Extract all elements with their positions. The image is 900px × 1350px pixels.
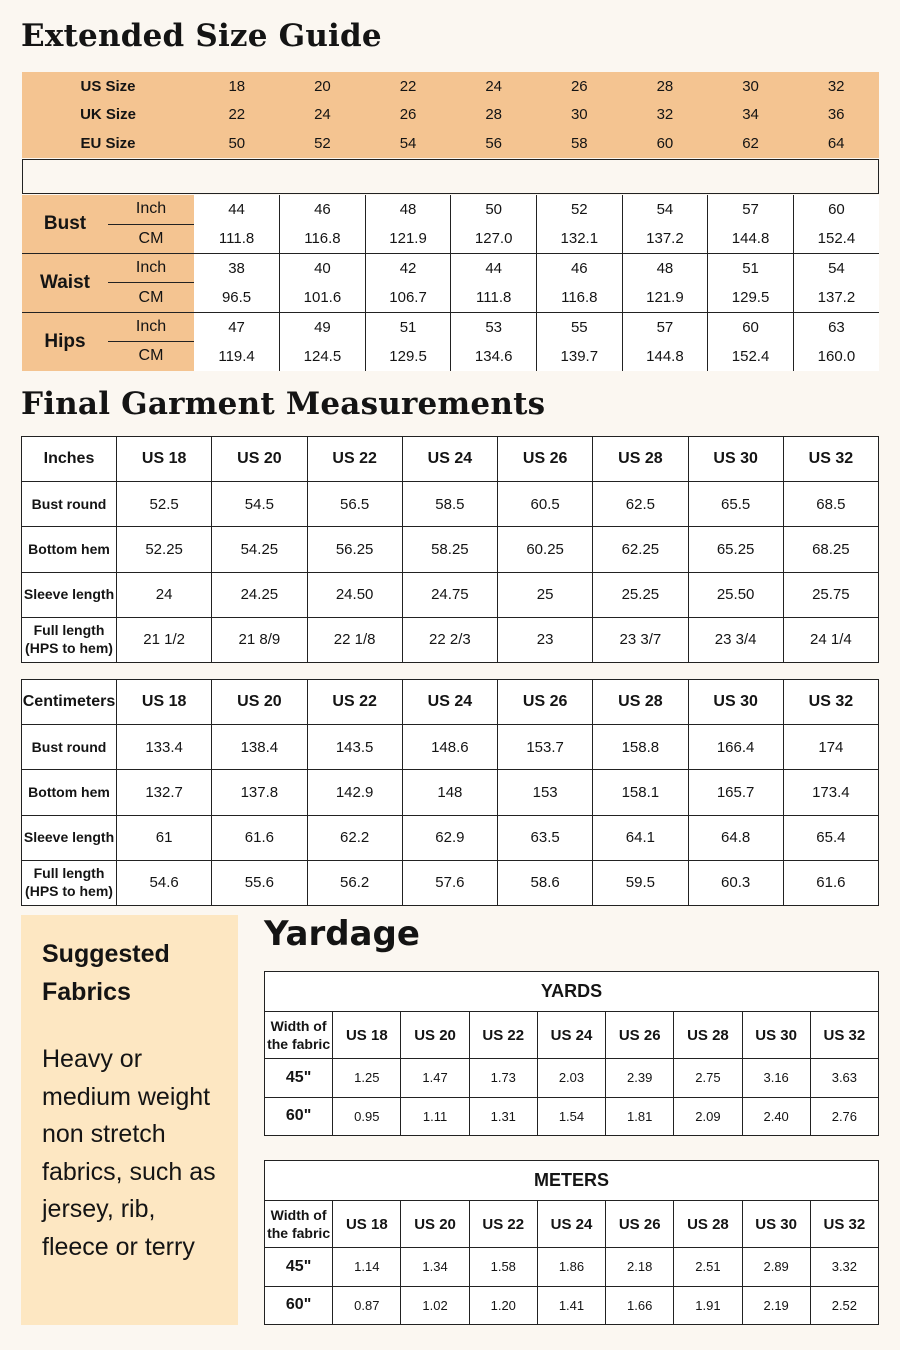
measurement-value: 137.2 xyxy=(622,224,708,253)
garment-row-label-text: Bottom hem xyxy=(28,783,110,800)
garment-value: 22 2/3 xyxy=(402,617,497,662)
unit-label-cm: CM xyxy=(108,283,194,312)
garment-row xyxy=(22,725,879,770)
yardage-size-header: US 30 xyxy=(742,1012,810,1059)
garment-size-header: US 28 xyxy=(593,437,688,482)
measurement-value: 96.5 xyxy=(194,283,280,312)
measurement-value: 106.7 xyxy=(365,283,451,312)
size-value: 30 xyxy=(570,106,588,124)
yardage-value: 1.20 xyxy=(469,1286,537,1325)
measurement-value: 55 xyxy=(537,312,623,341)
garment-value: 23 xyxy=(498,617,593,662)
garment-value: 138.4 xyxy=(212,725,307,770)
size-guide-title: Extended Size Guide xyxy=(21,18,382,54)
garment-value: 61 xyxy=(117,815,212,860)
size-row-label: EU Size xyxy=(80,135,136,153)
garment-row-label xyxy=(22,770,117,815)
yardage-size-header: US 24 xyxy=(537,1201,605,1248)
body-measurement-table xyxy=(22,195,879,371)
garment-value: 148.6 xyxy=(402,725,497,770)
garment-value: 132.7 xyxy=(117,770,212,815)
measurement-value: 160.0 xyxy=(793,341,879,370)
garment-value: 165.7 xyxy=(688,770,783,815)
garment-inches-table xyxy=(21,436,879,663)
garment-row xyxy=(22,770,879,815)
measurement-value: 44 xyxy=(194,195,280,224)
measurement-value: 60 xyxy=(793,195,879,224)
garment-row-label-text: Full length xyxy=(33,622,105,639)
yardage-value: 3.63 xyxy=(810,1059,878,1098)
yardage-caption-row xyxy=(265,1161,879,1201)
measurement-label: Waist xyxy=(22,254,108,313)
garment-size-header: US 20 xyxy=(212,680,307,725)
yardage-value: 2.52 xyxy=(810,1286,878,1325)
measurement-value: 129.5 xyxy=(365,341,451,370)
garment-value: 59.5 xyxy=(593,860,688,905)
measurement-value: 144.8 xyxy=(622,341,708,370)
yardage-value: 2.89 xyxy=(742,1248,810,1287)
yardage-size-header: US 22 xyxy=(469,1012,537,1059)
measurement-value: 48 xyxy=(365,195,451,224)
yardage-caption: YARDS xyxy=(265,972,879,1012)
size-value: 60 xyxy=(656,135,674,153)
garment-value: 24.25 xyxy=(212,572,307,617)
yardage-value: 2.03 xyxy=(537,1059,605,1098)
yardage-value: 2.19 xyxy=(742,1286,810,1325)
unit-label-inch: Inch xyxy=(108,195,194,224)
garment-row-label xyxy=(22,572,117,617)
yardage-value: 1.02 xyxy=(401,1286,469,1325)
garment-value: 58.6 xyxy=(498,860,593,905)
measurement-value: 60 xyxy=(708,312,794,341)
yardage-value: 1.73 xyxy=(469,1059,537,1098)
size-row-label: US Size xyxy=(80,77,136,95)
suggested-fabrics-title: Suggested Fabrics xyxy=(42,940,170,1006)
garment-row-label-text: Bust round xyxy=(31,495,107,512)
garment-value: 153.7 xyxy=(498,725,593,770)
yardage-value: 3.32 xyxy=(810,1248,878,1287)
yardage-fabric-width: 60" xyxy=(265,1097,333,1136)
garment-value: 62.25 xyxy=(593,527,688,572)
measurement-value: 57 xyxy=(622,312,708,341)
unit-label-cm: CM xyxy=(108,341,194,370)
garment-value: 166.4 xyxy=(688,725,783,770)
garment-value: 153 xyxy=(498,770,593,815)
size-value: 52 xyxy=(314,135,331,153)
suggested-fabrics-box xyxy=(21,915,238,1325)
measurement-value: 101.6 xyxy=(280,283,366,312)
measurement-value: 129.5 xyxy=(708,283,794,312)
measurement-value: 111.8 xyxy=(451,283,537,312)
measurement-value: 116.8 xyxy=(280,224,366,253)
garment-value: 24 xyxy=(117,572,212,617)
unit-label-cm: CM xyxy=(108,224,194,253)
garment-value: 60.3 xyxy=(688,860,783,905)
measurement-value: 53 xyxy=(451,312,537,341)
garment-value: 63.5 xyxy=(498,815,593,860)
measurement-value: 48 xyxy=(622,254,708,283)
size-value: 26 xyxy=(399,106,417,124)
measurement-value: 38 xyxy=(194,254,280,283)
size-value: 22 xyxy=(399,77,417,95)
yardage-value: 1.66 xyxy=(606,1286,674,1325)
measurement-row xyxy=(22,254,879,283)
size-value: 24 xyxy=(314,106,331,124)
yardage-size-header: US 20 xyxy=(401,1012,469,1059)
yardage-fabric-width: 45" xyxy=(265,1059,333,1098)
yardage-fabric-width: 45" xyxy=(265,1248,333,1287)
garment-value: 24.50 xyxy=(307,572,402,617)
yardage-value: 1.11 xyxy=(401,1097,469,1136)
yardage-value: 2.39 xyxy=(606,1059,674,1098)
garment-row xyxy=(22,860,879,905)
yardage-value: 1.54 xyxy=(537,1097,605,1136)
garment-value: 54.5 xyxy=(212,482,307,527)
garment-size-header: US 26 xyxy=(498,437,593,482)
garment-value: 148 xyxy=(402,770,497,815)
garment-row-label xyxy=(22,527,117,572)
garment-row-label-text: Sleeve length xyxy=(23,828,115,845)
measurement-value: 116.8 xyxy=(537,283,623,312)
measurement-value: 54 xyxy=(622,195,708,224)
measurement-value: 111.8 xyxy=(194,224,280,253)
size-value: 34 xyxy=(742,106,759,124)
garment-row xyxy=(22,815,879,860)
garment-row-label-sub: (HPS to hem) xyxy=(25,882,113,899)
yardage-value: 1.14 xyxy=(333,1248,401,1287)
garment-value: 55.6 xyxy=(212,860,307,905)
yardage-width-label-line1: Width of xyxy=(270,1017,327,1034)
yardage-header-row xyxy=(265,1012,879,1059)
garment-value: 68.25 xyxy=(783,527,878,572)
garment-value: 54.25 xyxy=(212,527,307,572)
garment-value: 54.6 xyxy=(117,860,212,905)
size-value: 36 xyxy=(827,106,845,124)
size-value: 18 xyxy=(228,77,246,95)
garment-row xyxy=(22,572,879,617)
garment-value: 23 3/4 xyxy=(688,617,783,662)
garment-value: 174 xyxy=(783,725,878,770)
measurement-value: 63 xyxy=(793,312,879,341)
yardage-fabric-width: 60" xyxy=(265,1286,333,1325)
garment-size-header: US 18 xyxy=(117,437,212,482)
yardage-value: 2.18 xyxy=(606,1248,674,1287)
yardage-width-label-line2: the fabric xyxy=(267,1225,331,1241)
yardage-size-header: US 30 xyxy=(742,1201,810,1248)
garment-row-label xyxy=(22,860,117,905)
garment-size-header: US 32 xyxy=(783,437,878,482)
garment-row xyxy=(22,527,879,572)
yardage-value: 0.95 xyxy=(333,1097,401,1136)
garment-value: 65.25 xyxy=(688,527,783,572)
measurement-value: 144.8 xyxy=(708,224,794,253)
yardage-size-header: US 22 xyxy=(469,1201,537,1248)
yardage-yards-table xyxy=(264,971,879,1136)
garment-value: 25.75 xyxy=(783,572,878,617)
garment-row-label-text: Sleeve length xyxy=(23,585,115,602)
garment-value: 65.4 xyxy=(783,815,878,860)
garment-row-label xyxy=(22,815,117,860)
measurement-value: 49 xyxy=(280,312,366,341)
garment-size-header: US 30 xyxy=(688,680,783,725)
garment-row-label xyxy=(22,482,117,527)
garment-size-header: US 26 xyxy=(498,680,593,725)
measurement-value: 52 xyxy=(537,195,623,224)
garment-header-row xyxy=(22,437,879,482)
garment-value: 62.9 xyxy=(402,815,497,860)
measurement-value: 46 xyxy=(537,254,623,283)
unit-label-inch: Inch xyxy=(108,312,194,341)
size-row xyxy=(22,72,879,101)
yardage-size-header: US 32 xyxy=(810,1201,878,1248)
garment-value: 52.5 xyxy=(117,482,212,527)
garment-value: 56.2 xyxy=(307,860,402,905)
garment-row xyxy=(22,482,879,527)
measurement-row xyxy=(22,312,879,341)
size-row-label: UK Size xyxy=(80,106,136,124)
garment-value: 158.1 xyxy=(593,770,688,815)
garment-size-header: US 20 xyxy=(212,437,307,482)
measurement-value: 132.1 xyxy=(537,224,623,253)
garment-value: 173.4 xyxy=(783,770,878,815)
garment-size-header: US 32 xyxy=(783,680,878,725)
garment-value: 25.25 xyxy=(593,572,688,617)
garment-value: 62.2 xyxy=(307,815,402,860)
size-value: 24 xyxy=(485,77,503,95)
measurement-value: 51 xyxy=(365,312,451,341)
yardage-value: 0.87 xyxy=(333,1286,401,1325)
measurement-value: 152.4 xyxy=(708,341,794,370)
garment-value: 61.6 xyxy=(783,860,878,905)
size-value: 32 xyxy=(827,77,845,95)
garment-value: 65.5 xyxy=(688,482,783,527)
garment-value: 61.6 xyxy=(212,815,307,860)
size-value: 62 xyxy=(742,135,759,153)
garment-value: 56.25 xyxy=(307,527,402,572)
yardage-value: 2.09 xyxy=(674,1097,742,1136)
garment-value: 24.75 xyxy=(402,572,497,617)
size-value: 20 xyxy=(314,77,331,95)
garment-size-header: US 22 xyxy=(307,680,402,725)
yardage-size-header: US 32 xyxy=(810,1012,878,1059)
suggested-fabrics-text: Heavy or medium weight non stretch fabrics, such as jersey, rib, fleece or terry xyxy=(42,1045,216,1261)
garment-size-header: US 22 xyxy=(307,437,402,482)
garment-value: 58.5 xyxy=(402,482,497,527)
measurement-label: Bust xyxy=(22,195,108,254)
yardage-meters-table xyxy=(264,1160,879,1325)
yardage-value: 1.86 xyxy=(537,1248,605,1287)
measurement-value: 40 xyxy=(280,254,366,283)
garment-row-label-sub: (HPS to hem) xyxy=(25,639,113,656)
yardage-value: 1.91 xyxy=(674,1286,742,1325)
garment-value: 60.25 xyxy=(498,527,593,572)
garment-value: 64.8 xyxy=(688,815,783,860)
garment-value: 22 1/8 xyxy=(307,617,402,662)
measurement-row xyxy=(22,341,879,370)
garment-row-label xyxy=(22,725,117,770)
yardage-value: 1.47 xyxy=(401,1059,469,1098)
garment-title: Final Garment Measurements xyxy=(21,386,546,422)
measurement-value: 44 xyxy=(451,254,537,283)
garment-value: 133.4 xyxy=(117,725,212,770)
yardage-value: 1.81 xyxy=(606,1097,674,1136)
garment-value: 25.50 xyxy=(688,572,783,617)
garment-value: 24 1/4 xyxy=(783,617,878,662)
measurement-value: 119.4 xyxy=(194,341,280,370)
size-row xyxy=(22,101,879,130)
measurement-value: 134.6 xyxy=(451,341,537,370)
size-value: 30 xyxy=(742,77,759,95)
measurement-value: 152.4 xyxy=(793,224,879,253)
yardage-caption: METERS xyxy=(265,1161,879,1201)
yardage-caption-row xyxy=(265,972,879,1012)
yardage-size-header: US 18 xyxy=(333,1201,401,1248)
yardage-size-header: US 20 xyxy=(401,1201,469,1248)
yardage-value: 2.76 xyxy=(810,1097,878,1136)
garment-row-label-text: Full length xyxy=(33,865,105,882)
measurement-value: 121.9 xyxy=(622,283,708,312)
yardage-width-label xyxy=(265,1012,333,1059)
garment-value: 23 3/7 xyxy=(593,617,688,662)
yardage-width-label-line1: Width of xyxy=(270,1206,327,1223)
measurement-row xyxy=(22,195,879,224)
garment-value: 56.5 xyxy=(307,482,402,527)
measurement-row xyxy=(22,224,879,253)
garment-value: 68.5 xyxy=(783,482,878,527)
measurement-label: Hips xyxy=(22,312,108,371)
yardage-size-header: US 28 xyxy=(674,1012,742,1059)
garment-size-header: US 18 xyxy=(117,680,212,725)
yardage-value: 1.31 xyxy=(469,1097,537,1136)
yardage-width-label-line2: the fabric xyxy=(267,1036,331,1052)
measurement-value: 137.2 xyxy=(793,283,879,312)
yardage-row xyxy=(265,1248,879,1287)
size-value: 64 xyxy=(827,135,845,153)
garment-row-label-text: Bottom hem xyxy=(28,540,110,557)
garment-row-label-text: Bust round xyxy=(31,738,107,755)
garment-value: 21 1/2 xyxy=(117,617,212,662)
garment-value: 62.5 xyxy=(593,482,688,527)
measurement-value: 51 xyxy=(708,254,794,283)
garment-size-header: US 28 xyxy=(593,680,688,725)
yardage-size-header: US 18 xyxy=(333,1012,401,1059)
size-value: 56 xyxy=(485,135,503,153)
garment-header-row xyxy=(22,680,879,725)
yardage-value: 2.75 xyxy=(674,1059,742,1098)
yardage-title: Yardage xyxy=(264,914,420,954)
yardage-size-header: US 26 xyxy=(606,1012,674,1059)
garment-value: 58.25 xyxy=(402,527,497,572)
measurement-value: 124.5 xyxy=(280,341,366,370)
garment-row xyxy=(22,617,879,662)
measurement-value: 46 xyxy=(280,195,366,224)
size-value: 32 xyxy=(656,106,674,124)
measurement-value: 47 xyxy=(194,312,280,341)
yardage-header-row xyxy=(265,1201,879,1248)
garment-row-label xyxy=(22,617,117,662)
size-value: 28 xyxy=(656,77,674,95)
yardage-size-header: US 26 xyxy=(606,1201,674,1248)
garment-value: 52.25 xyxy=(117,527,212,572)
garment-size-header: US 30 xyxy=(688,437,783,482)
garment-size-header: US 24 xyxy=(402,437,497,482)
size-value: 26 xyxy=(570,77,588,95)
yardage-row xyxy=(265,1097,879,1136)
size-value: 50 xyxy=(228,135,246,153)
yardage-value: 1.41 xyxy=(537,1286,605,1325)
garment-value: 143.5 xyxy=(307,725,402,770)
yardage-value: 1.34 xyxy=(401,1248,469,1287)
garment-value: 142.9 xyxy=(307,770,402,815)
yardage-size-header: US 24 xyxy=(537,1012,605,1059)
measurement-row xyxy=(22,283,879,312)
yardage-row xyxy=(265,1059,879,1098)
yardage-value: 2.40 xyxy=(742,1097,810,1136)
garment-centimeters-table xyxy=(21,679,879,906)
measurement-value: 121.9 xyxy=(365,224,451,253)
yardage-row xyxy=(265,1286,879,1325)
size-value: 54 xyxy=(399,135,417,153)
unit-label-inch: Inch xyxy=(108,254,194,283)
size-value: 22 xyxy=(228,106,246,124)
garment-size-header: US 24 xyxy=(402,680,497,725)
size-guide-spacer xyxy=(22,159,879,194)
measurement-value: 127.0 xyxy=(451,224,537,253)
garment-value: 60.5 xyxy=(498,482,593,527)
yardage-value: 3.16 xyxy=(742,1059,810,1098)
yardage-width-label xyxy=(265,1201,333,1248)
measurement-value: 42 xyxy=(365,254,451,283)
size-row xyxy=(22,129,879,158)
yardage-value: 1.58 xyxy=(469,1248,537,1287)
garment-unit-header: Centimeters xyxy=(22,680,117,725)
garment-value: 21 8/9 xyxy=(212,617,307,662)
yardage-value: 1.25 xyxy=(333,1059,401,1098)
garment-unit-header: Inches xyxy=(22,437,117,482)
garment-value: 158.8 xyxy=(593,725,688,770)
yardage-value: 2.51 xyxy=(674,1248,742,1287)
measurement-value: 54 xyxy=(793,254,879,283)
size-value: 58 xyxy=(570,135,588,153)
size-conversion-table xyxy=(22,72,879,158)
measurement-value: 57 xyxy=(708,195,794,224)
size-value: 28 xyxy=(485,106,503,124)
measurement-value: 139.7 xyxy=(537,341,623,370)
garment-value: 57.6 xyxy=(402,860,497,905)
measurement-value: 50 xyxy=(451,195,537,224)
garment-value: 64.1 xyxy=(593,815,688,860)
garment-value: 25 xyxy=(498,572,593,617)
yardage-size-header: US 28 xyxy=(674,1201,742,1248)
garment-value: 137.8 xyxy=(212,770,307,815)
